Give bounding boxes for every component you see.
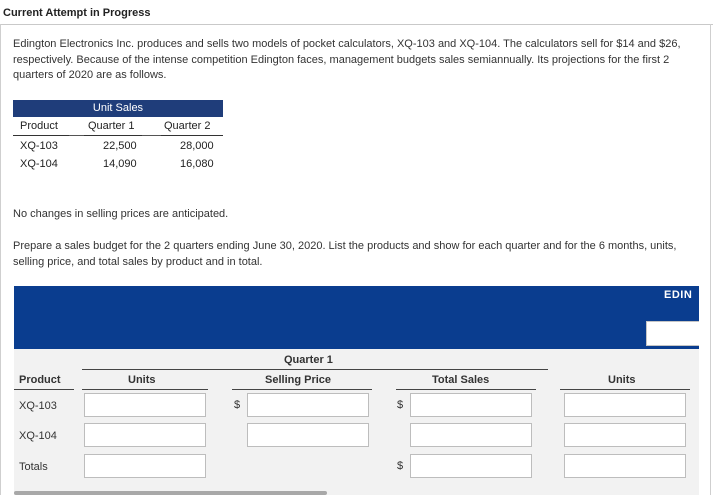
row-q1: 22,500	[103, 140, 137, 152]
totals-units-input[interactable]	[84, 454, 206, 478]
attempt-status-title: Current Attempt in Progress	[3, 7, 151, 19]
xq104-units-input[interactable]	[84, 423, 206, 447]
currency-symbol: $	[397, 460, 404, 472]
row-product: XQ-103	[20, 140, 58, 152]
totals-units2-input[interactable]	[564, 454, 686, 478]
xq104-units2-input[interactable]	[564, 423, 686, 447]
budget-title-input[interactable]	[646, 321, 699, 346]
price-note: No changes in selling prices are anticipated.	[13, 208, 229, 220]
problem-intro: Edington Electronics Inc. produces and sells two models of pocket calculators, XQ-103 and XQ-104. The calculators sell for $14 and $26, respectively. Because of the intense competition Edington faces, management budgets sales semiannually. Its projections for the first 2 quarters of 2020 are as follows.	[13, 38, 681, 81]
xq104-total-input[interactable]	[410, 423, 532, 447]
row-label-xq103: XQ-103	[19, 400, 57, 412]
row-q1: 14,090	[103, 158, 137, 170]
group-rule	[82, 369, 548, 370]
col-total-sales-header: Total Sales	[432, 374, 490, 386]
header-rule	[396, 389, 536, 390]
table-row	[13, 156, 223, 174]
row-q2: 16,080	[180, 158, 214, 170]
header-rule	[560, 389, 690, 390]
xq103-total-input[interactable]	[410, 393, 532, 417]
xq104-price-input[interactable]	[247, 423, 369, 447]
instructions: Prepare a sales budget for the 2 quarters ending June 30, 2020. List the products and show for each quarter and for the 6 months, units, selling price, and total sales by product and in total.	[13, 240, 677, 268]
table-row	[13, 138, 223, 156]
header-rule	[82, 389, 208, 390]
row-label-totals: Totals	[19, 461, 48, 473]
col-selling-price-header: Selling Price	[265, 374, 332, 386]
col-quarter-1: Quarter 1	[88, 120, 135, 132]
budget-banner	[14, 286, 699, 349]
xq103-units2-input[interactable]	[564, 393, 686, 417]
col-rule	[84, 135, 142, 136]
col-rule	[161, 135, 223, 136]
col-units-header: Units	[128, 374, 156, 386]
totals-total-input[interactable]	[410, 454, 532, 478]
quarter-1-group-header: Quarter 1	[284, 354, 333, 366]
xq103-price-input[interactable]	[247, 393, 369, 417]
header-rule	[232, 389, 372, 390]
col-product: Product	[20, 120, 58, 132]
currency-symbol: $	[234, 399, 241, 411]
header-rule	[14, 389, 74, 390]
col-rule	[13, 135, 69, 136]
xq103-units-input[interactable]	[84, 393, 206, 417]
row-label-xq104: XQ-104	[19, 430, 57, 442]
unit-sales-column-headers	[13, 118, 223, 136]
row-product: XQ-104	[20, 158, 58, 170]
row-q2: 28,000	[180, 140, 214, 152]
company-name-heading: EDIN	[664, 289, 693, 301]
horizontal-scrollbar[interactable]	[14, 491, 327, 495]
col-units-2-header: Units	[608, 374, 636, 386]
unit-sales-header: Unit Sales	[13, 100, 223, 117]
currency-symbol: $	[397, 399, 404, 411]
col-product-header: Product	[19, 374, 61, 386]
col-quarter-2: Quarter 2	[164, 120, 211, 132]
